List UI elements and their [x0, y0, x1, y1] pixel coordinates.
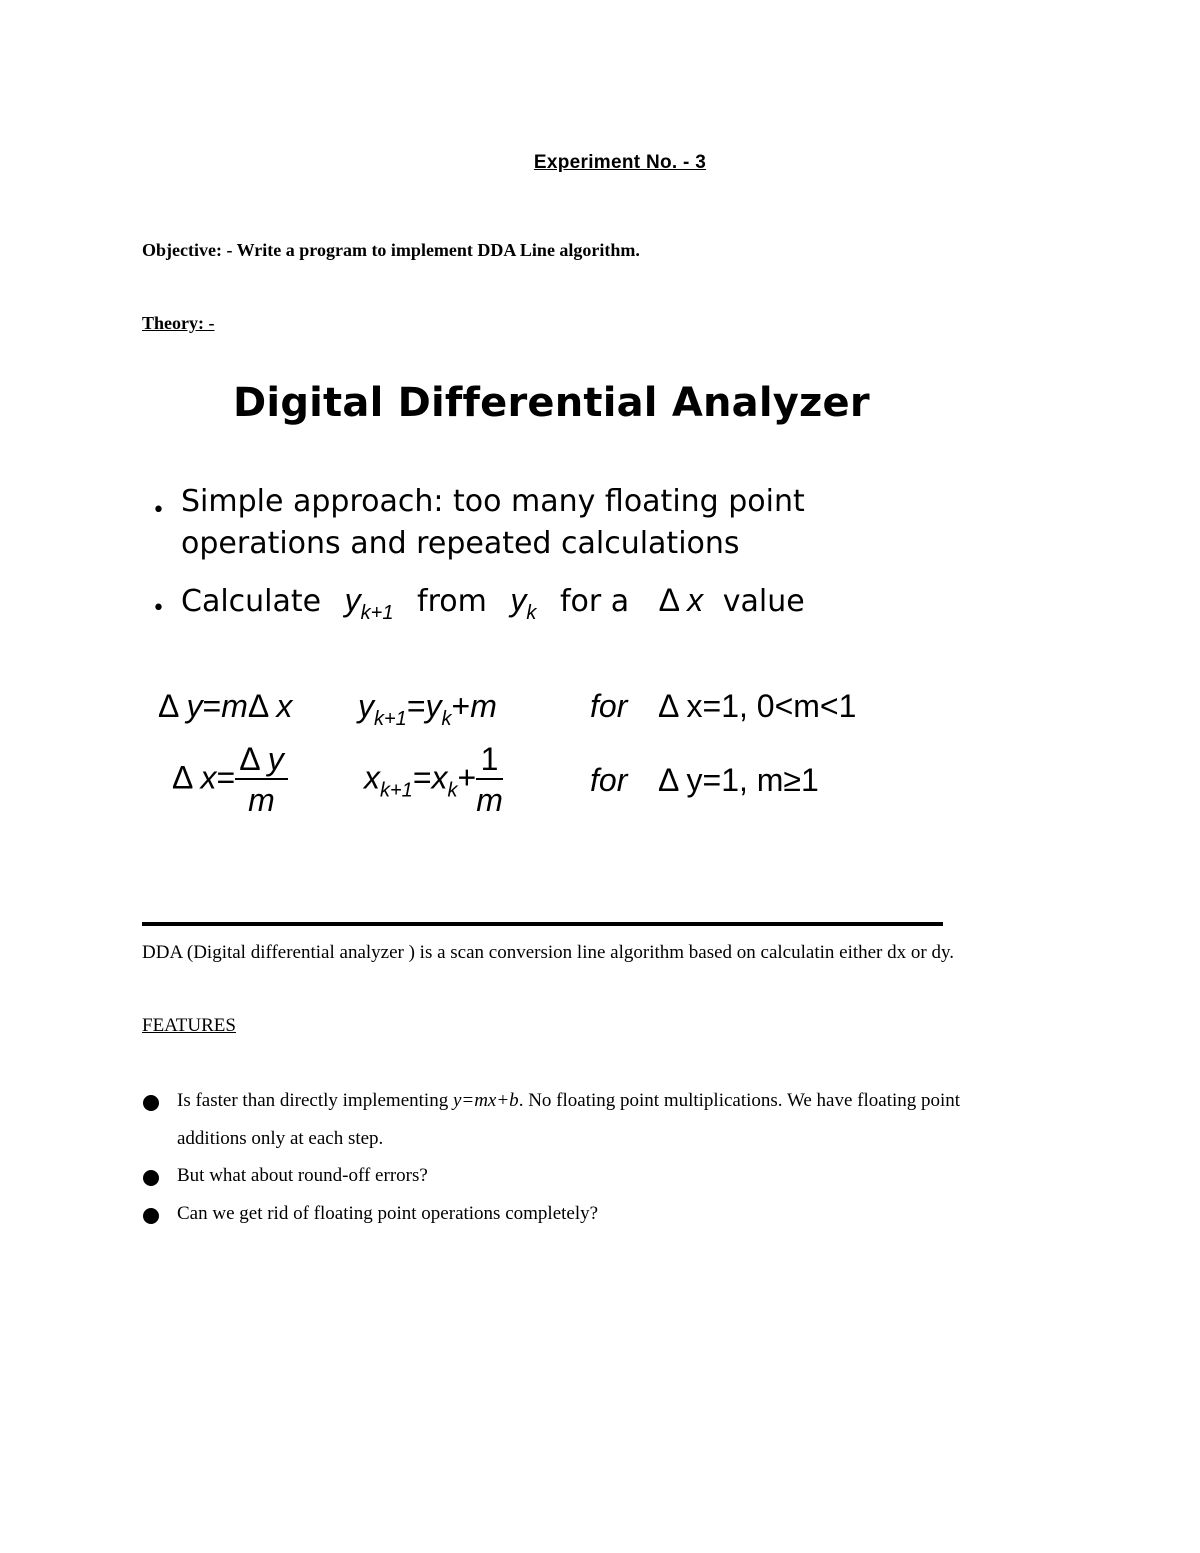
- bullet-dot-icon: [143, 1208, 159, 1224]
- feature-item-2: But what about round-off errors?: [177, 1165, 428, 1186]
- bullet-calculate-word: Calculate: [181, 584, 322, 619]
- slide-bullet-1-line-2: operations and repeated calculations: [181, 526, 740, 561]
- equation-x-recurrence: $x_{k+1}=x_k+$ $\frac{1}{m}$: [364, 741, 503, 818]
- feature-item-1-continued: additions only at each step.: [177, 1128, 384, 1149]
- equation-1-for-label: for: [590, 688, 628, 724]
- equation-delta-x-eq-delta-y-over-m: Δ x= $\frac{\text{Δ y}}{m}$: [172, 740, 288, 820]
- experiment-title: Experiment No. - 3: [533, 152, 707, 173]
- equation-delta-y-eq-m-delta-x: Δ y=mΔ x: [158, 688, 293, 724]
- feature-item-1: Is faster than directly implementing y=mx+b. No floating point multiplications. We have floating point: [177, 1090, 961, 1111]
- bullet-for-a-words: for a: [559, 584, 630, 619]
- objective-text: Objective: - Write a program to implement DDA Line algorithm.: [142, 240, 640, 260]
- bullet-dot-icon: [143, 1170, 159, 1186]
- slide-bullet-1-line-1: Simple approach: too many floating point: [181, 484, 805, 519]
- equation-1-condition: Δ x=1, 0<m<1: [658, 688, 857, 724]
- y-k-plus-1-symbol: $y_{k+1}$: [344, 582, 394, 624]
- equation-2-condition: Δ y=1, m≥1: [658, 762, 819, 798]
- theory-heading: Theory: -: [142, 313, 215, 333]
- bullet-from-word: from: [417, 584, 487, 619]
- equation-2-for-label: for: [590, 762, 628, 798]
- features-heading: FEATURES: [142, 1015, 236, 1036]
- feature-item-3: Can we get rid of floating point operations completely?: [177, 1203, 599, 1224]
- bullet-icon: •: [152, 498, 165, 523]
- delta-x-symbol: Δ x: [658, 582, 704, 618]
- horizontal-divider: [142, 922, 943, 926]
- slide-bullet-2: [181, 582, 805, 625]
- bullet-icon: •: [152, 596, 165, 621]
- bullet-dot-icon: [143, 1095, 159, 1111]
- slide-title: Digital Differential Analyzer: [233, 380, 870, 426]
- dda-description: DDA (Digital differential analyzer ) is a scan conversion line algorithm based on calculatin either dx or dy.: [142, 942, 954, 963]
- bullet-value-word: value: [722, 584, 805, 619]
- y-k-symbol: $y_k$: [510, 582, 537, 624]
- equation-y-recurrence: $y_{k+1}=y_k+m$: [358, 688, 497, 730]
